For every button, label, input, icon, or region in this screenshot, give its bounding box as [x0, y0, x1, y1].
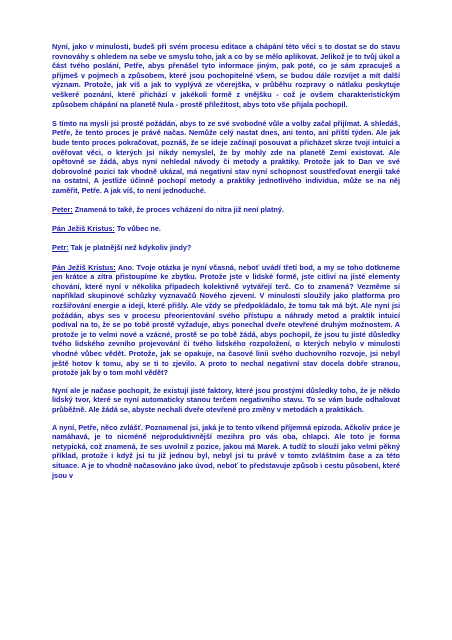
- paragraph: [52, 42, 400, 109]
- paragraph-text: A nyní, Petře, něco zvlášť. Poznamenal jsi, jaká je to tento víkend příjemná epizoda. Ačkoliv práce je namáhavá, je to nicméně nejproduktivnější mezihra pro vás oba, chlapci. Ale toto je forma netypická, což znamená, že ses uvolnil z pozice, jakou má Marek. A tudíž to slouží jako velmi pěkný příklad, protože i když jsi tu již jednou byl, nebyl jsi tu právě v tomto zvláštním čase a za této situace. A je to vhodně načasováno jako úvod, neboť to představuje způsob i cestu působení, které jsou v: [52, 422, 400, 480]
- dialogue-text: Tak je platnější než kdykoliv jindy?: [70, 243, 192, 253]
- speaker-label: Peter:: [52, 205, 73, 215]
- dialogue-line: [52, 263, 400, 378]
- dialogue-text: To vůbec ne.: [116, 224, 161, 234]
- paragraph: [52, 119, 400, 196]
- dialogue-line: [52, 243, 400, 253]
- dialogue-text: Ano. Tvoje otázka je nyní včasná, neboť uvádí třetí bod, a my se toho dotkneme jen krátce a zítra přistoupíme ke zbytku. Protože jste v lidské formě, jste citliví na jisté elementy chování, které nyní v několika případech kolektivně vytvářejí terč. Co to znamená? Vezměme si například skupinové schůzky vyznavačů Nového zjevení. V minulosti sloužily jako platforma pro rozšiřování energie a idejí, které přišly. Ale vždy se předpokládalo, že tomu tak má být. Ale nyní jsi požádán, abys ses v procesu přeorientování svého přístupu a náhrady metod a praktik intuicí podíval na to, že se po tobě prostě vyžaduje, abys ponechal dveře otevřené druhým možnostem. A protože je to velmi nové a vzácné, prostě se po tobě žádá, abys pochopil, že jsou tu jisté důsledky tvého lidského zevního projevování či tvého lidského rozpoložení, o kterých nebylo v minulosti vhodné vůbec vědět. Protože, jak se opakuje, na časové linii svého duchovního rozvoje, jsi nebyl ještě hotov k tomu, aby se ti to zjevilo. A proto to nechal negativní stav docela dobře stranou, protože jak by o tom mohl vědět?: [52, 262, 400, 378]
- dialogue-line: [52, 224, 400, 234]
- dialogue-line: [52, 205, 400, 215]
- speaker-label: Pán Ježiš Kristus:: [52, 262, 116, 272]
- paragraph: [52, 386, 400, 415]
- paragraph-text: S tímto na mysli jsi prostě požádán, abys to ze své svobodné vůle a volby začal přijímat. A shledáš, Petře, že tento proces je právě načas. Nemůže celý nastat dnes, ani tento, ani příští týden. Ale jak bude tento proces pokračovat, poznáš, že se ideje začínají posouvat a přicházet skrze tvojí intuici a ověřovat věci, o kterých jsi nikdy nemyslel, že by mohly zde na planetě Zemi existovat. Ale opětovně se žádá, abys nyní nehledal návody či metody a praktiky. Protože jak to Dan ve své dobrovolné pozici tak vhodně ukázal, má negativní stav nyní schopnost soustřeďovat energii také na ostatní, A jestliže účinně pochopí metody a praktiky jednotlivého individua, může se na něj zaměřit, Petře. A jak víš, to není jednoduché.: [52, 118, 400, 195]
- paragraph-text: Nyní, jako v minulosti, budeš při svém procesu editace a chápání této věci s to dostat se do stavu rovnováhy s ohledem na sebe ve smyslu toho, jak a co by se mělo aplikovat. Jelikož je to tvůj úkol a část tvého poslání, Petře, abys přenášel tyto informace jiným, pak poté, co je sám zpracuješ a přijmeš v pojmech a způsobem, které jsou pochopitelné všem, se budou dále rozvíjet a mít další význam. Protože, jak víš a jak to vyplývá ze včerejška, v průběhu rozpravy o nátlaku poskytuje veškeré poznání, které přichází v jakékoli formě z vnějšku - což je ovšem charakteristickým způsobem chápání na planetě Nula - prostě příležitost, abys toto vše přijala pochopil.: [52, 42, 400, 109]
- paragraph-text: Nyní ale je načase pochopit, že existují jisté faktory, které jsou prostými důsledky toho, že je někdo lidský tvor, které se nyní automaticky stanou terčem negativního stavu. To se vám bude odhalovat průběžně. Ale žádá se, abyste nechali dveře otevřené pro změny v metodách a praktikách.: [52, 385, 400, 414]
- paragraph: [52, 423, 400, 481]
- speaker-label: Petr:: [52, 243, 69, 253]
- speaker-label: Pán Ježiš Kristus:: [52, 224, 115, 234]
- dialogue-text: Znamená to také, že proces vcházení do nitra již není platný.: [74, 205, 284, 215]
